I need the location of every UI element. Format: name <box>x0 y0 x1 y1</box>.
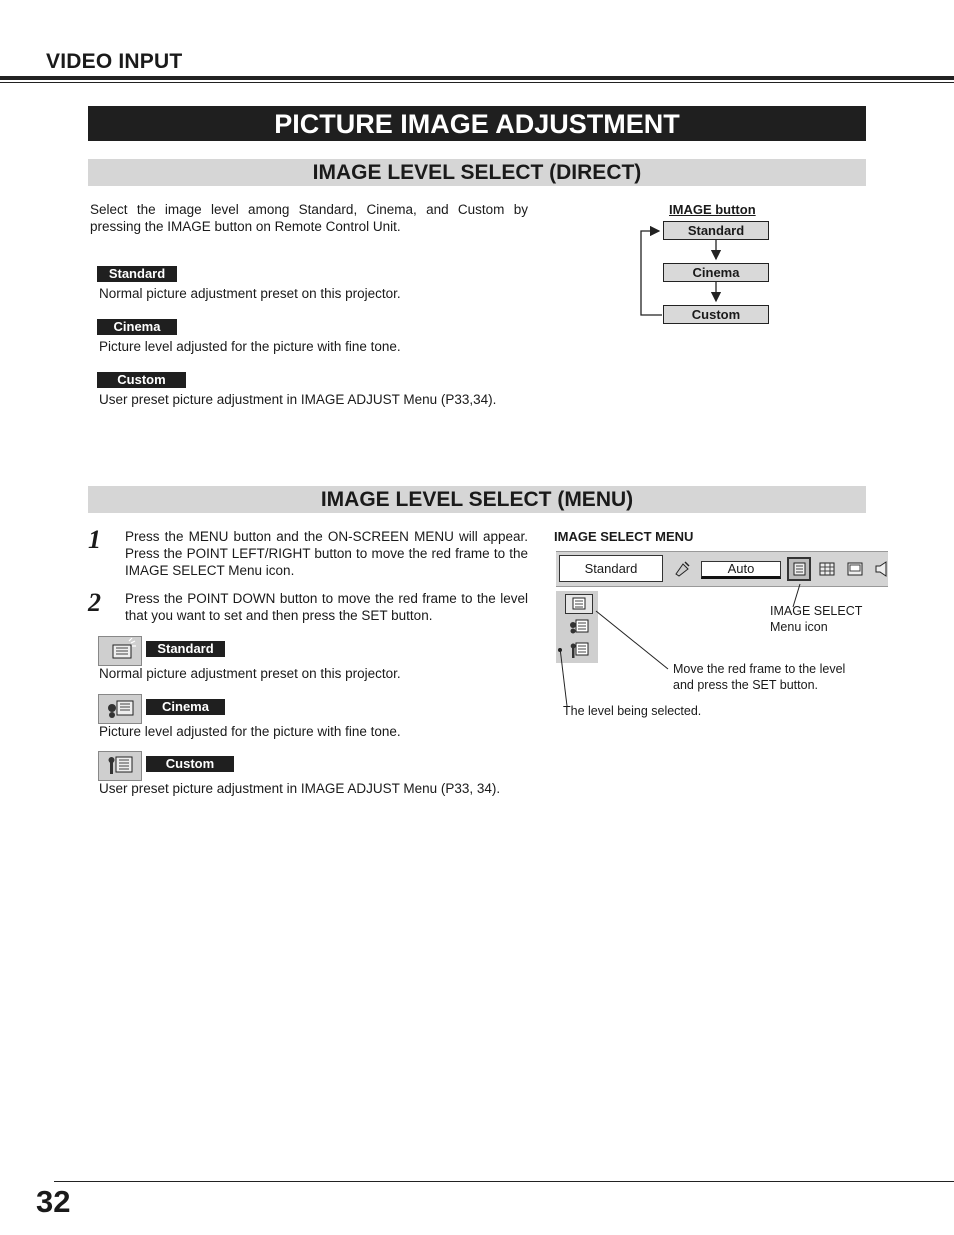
cinema-image-icon <box>98 694 142 724</box>
callout-move-frame: Move the red frame to the level and press the SET button. <box>673 662 846 692</box>
custom-image-icon <box>98 751 142 781</box>
direct-heading: IMAGE LEVEL SELECT (DIRECT) <box>88 159 866 186</box>
menu-heading: IMAGE LEVEL SELECT (MENU) <box>88 486 866 513</box>
page-title: PICTURE IMAGE ADJUSTMENT <box>88 106 866 141</box>
direct-label-cinema: Cinema <box>97 319 177 335</box>
footer-rule <box>54 1181 954 1182</box>
menu-desc-standard: Normal picture adjustment preset on this projector. <box>99 666 401 681</box>
direct-desc-standard: Normal picture adjustment preset on this projector. <box>99 286 401 301</box>
diagram-box-custom: Custom <box>663 305 769 324</box>
step-number-2: 2 <box>88 588 101 617</box>
menu-speaker-icon <box>874 560 888 578</box>
diagram-box-cinema: Cinema <box>663 263 769 282</box>
diagram-arrows <box>630 215 780 330</box>
page-number: 32 <box>36 1184 71 1219</box>
direct-intro: Select the image level among Standard, Cinema, and Custom by pressing the IMAGE button on Remote Control Unit. <box>90 202 528 234</box>
step-text-2: Press the POINT DOWN button to move the red frame to the level that you want to set and then press the SET button. <box>125 591 528 623</box>
direct-label-standard: Standard <box>97 266 177 282</box>
header-rule-thin <box>0 82 954 83</box>
callout-menu-icon: IMAGE SELECT Menu icon <box>770 604 863 634</box>
step-number-1: 1 <box>88 525 101 554</box>
section-header: VIDEO INPUT <box>46 50 183 73</box>
direct-desc-custom: User preset picture adjustment in IMAGE ADJUST Menu (P33,34). <box>99 392 497 407</box>
menu-desc-cinema: Picture level adjusted for the picture with fine tone. <box>99 724 401 739</box>
standard-image-icon <box>98 636 142 666</box>
menu-field-standard: Standard <box>559 555 663 582</box>
menu-label-standard: Standard <box>146 641 225 657</box>
menu-screen-icon <box>846 560 864 578</box>
menu-label-cinema: Cinema <box>146 699 225 715</box>
step-text-1: Press the MENU button and the ON-SCREEN MENU will appear. Press the POINT LEFT/RIGHT button to move the red frame to the IMAGE SELECT Menu icon. <box>125 529 528 578</box>
image-select-menu-icon <box>787 557 811 581</box>
diagram-box-standard: Standard <box>663 221 769 240</box>
diagram-title: IMAGE button <box>669 202 756 217</box>
menu-tool-icon <box>673 559 693 579</box>
header-rule-thick <box>0 76 954 80</box>
direct-desc-cinema: Picture level adjusted for the picture with fine tone. <box>99 339 401 354</box>
menu-label-custom: Custom <box>146 756 234 772</box>
direct-label-custom: Custom <box>97 372 186 388</box>
screen-title: IMAGE SELECT MENU <box>554 529 694 544</box>
callout-level-selected: The level being selected. <box>563 704 702 718</box>
menu-field-auto: Auto <box>701 561 781 579</box>
menu-desc-custom: User preset picture adjustment in IMAGE ADJUST Menu (P33, 34). <box>99 781 501 796</box>
menu-grid-icon <box>818 560 836 578</box>
